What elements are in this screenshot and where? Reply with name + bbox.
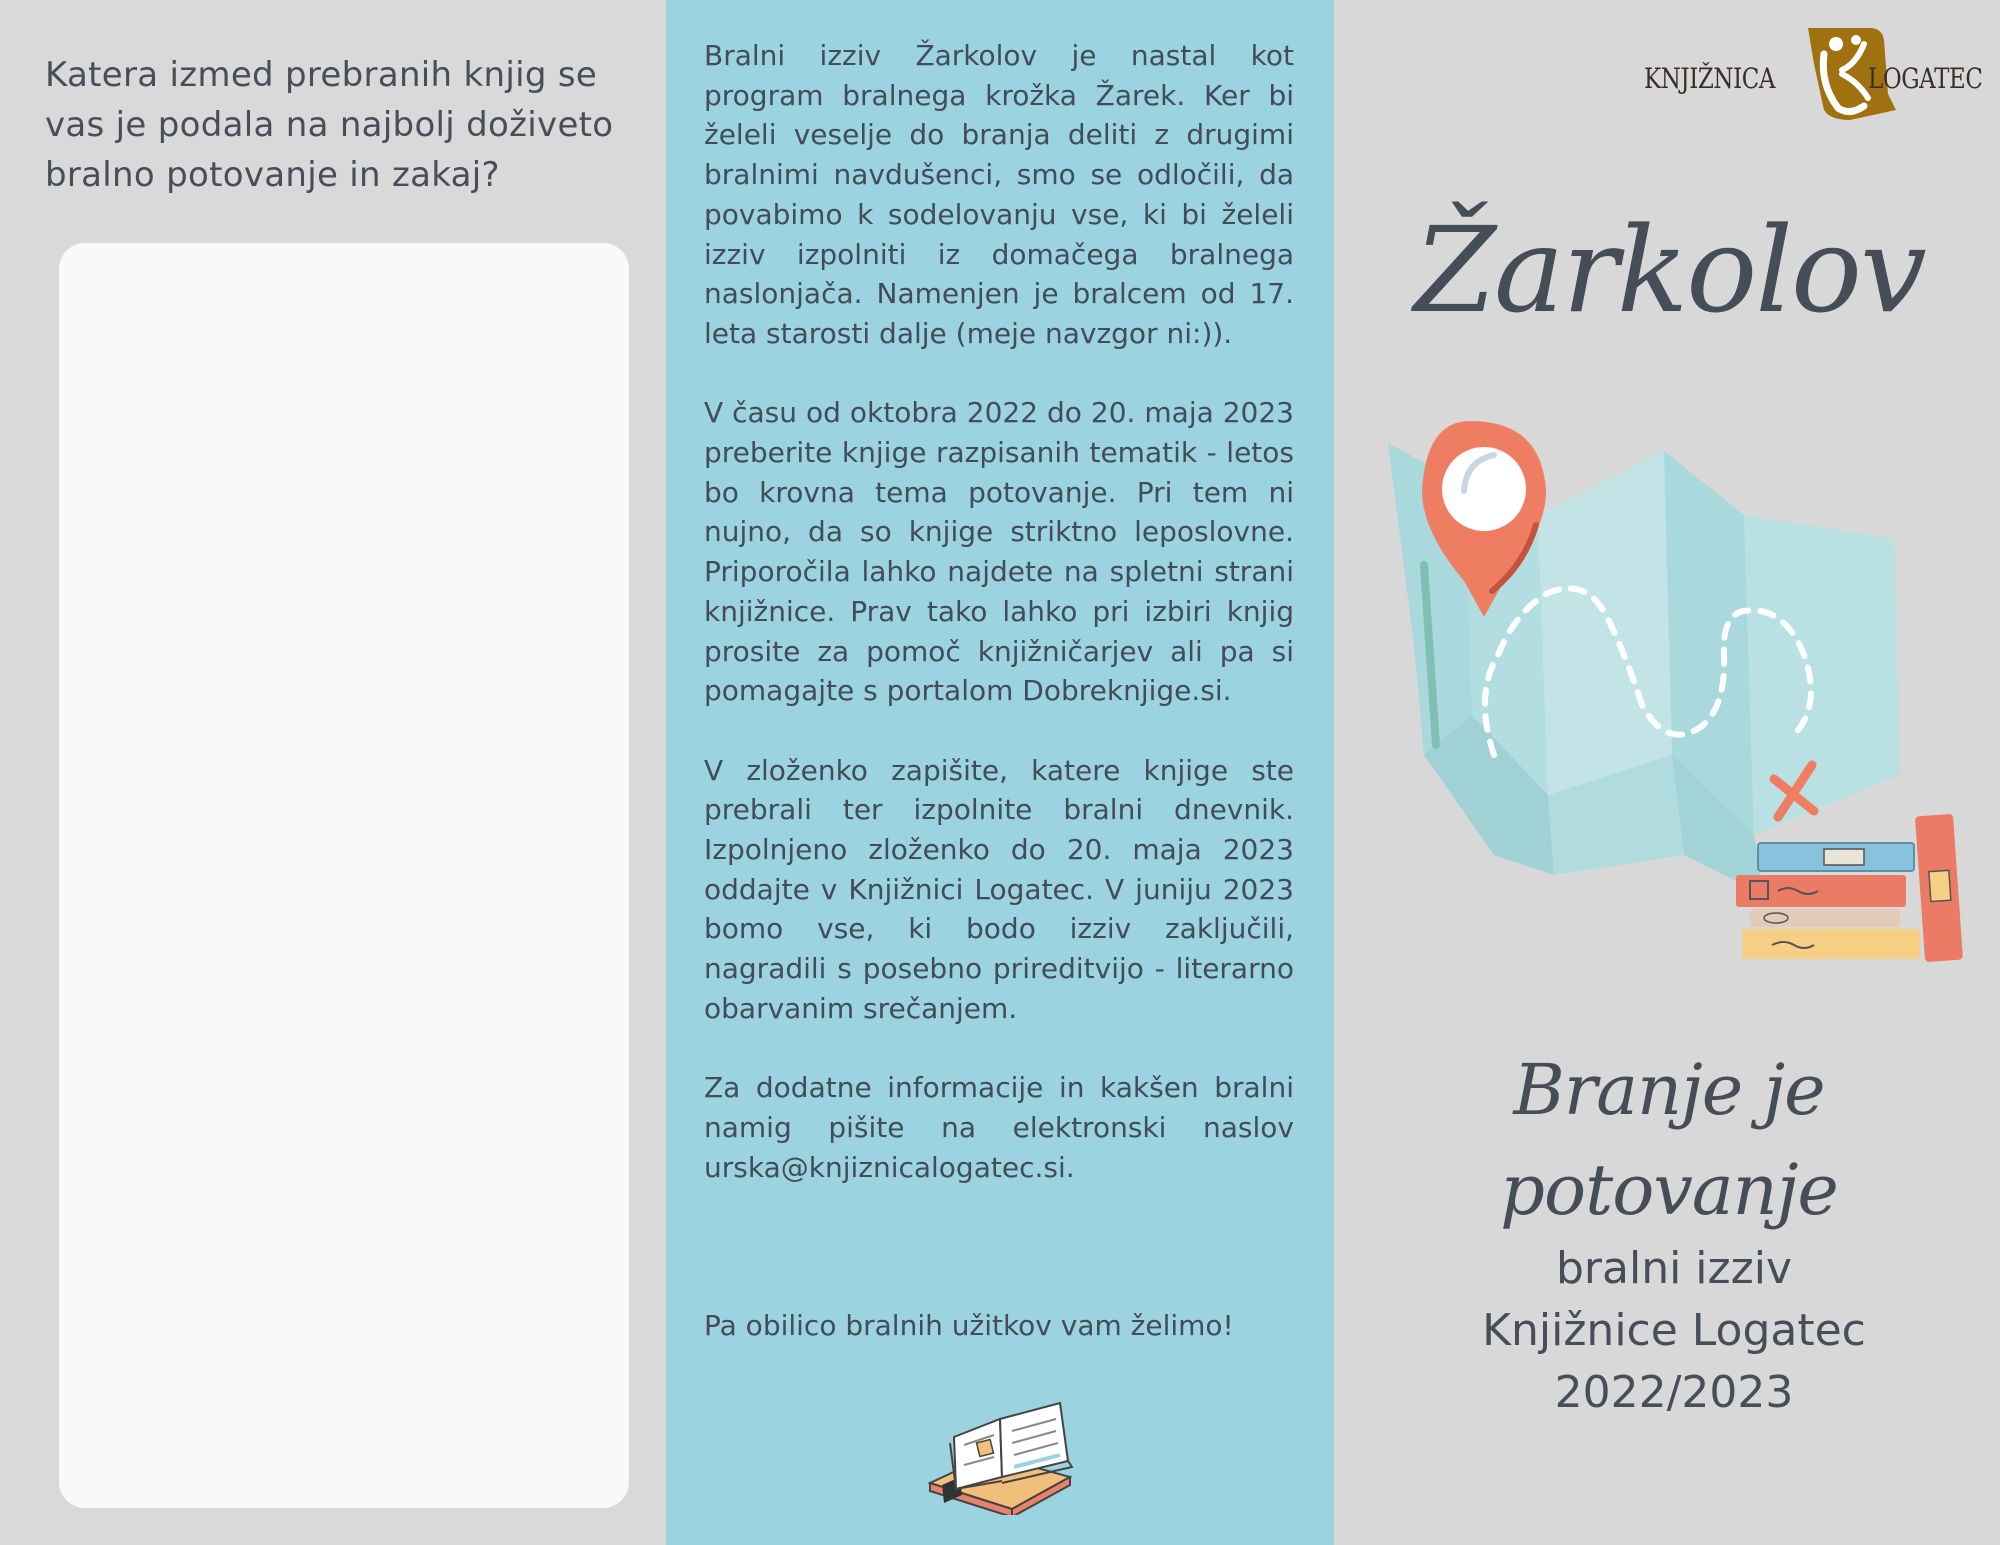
rules-paragraph: V času od oktobra 2022 do 20. maja 2023 preberite knjige razpisanih tematik - letos bo krovna tema potovanje. Pri tem ni nujno, da so knjige striktno leposlovne. Priporočila lahko najdete na spletni strani knjižnice. Prav tako lahko pri izbiri knjig prosite za pomoč knjižničarjev ali pa si pomagajte s portalom Dobreknjige.si.	[704, 396, 1294, 708]
challenge-label: bralni izziv	[1556, 1243, 1792, 1294]
answer-writing-box[interactable]	[59, 243, 629, 1508]
challenge-info	[1394, 1238, 1954, 1424]
closing-wish: Pa obilico bralnih užitkov vam želimo!	[704, 1309, 1234, 1342]
right-panel	[1334, 0, 2000, 1545]
challenge-title: Žarkolov	[1414, 201, 1925, 339]
logo-text-knjiznica: KNJIŽNICA	[1644, 62, 1776, 95]
library-logo	[1644, 24, 1984, 134]
season-years: 2022/2023	[1554, 1367, 1794, 1418]
travel-map-illustration	[1374, 415, 1994, 975]
challenge-motto: Branje je potovanje	[1500, 1049, 1838, 1231]
info-text-column	[704, 36, 1294, 1342]
left-panel	[0, 0, 666, 1545]
middle-panel	[666, 0, 1334, 1545]
reflection-question: Katera izmed prebranih knjig se vas je podala na najbolj doživeto bralno potovanje in zakaj?	[45, 55, 614, 195]
logo-text-logatec: LOGATEC	[1868, 62, 1983, 95]
library-name: Knjižnice Logatec	[1482, 1305, 1866, 1356]
submission-paragraph: V zloženko zapišite, katere knjige ste prebrali ter izpolnite bralni dnevnik. Izpolnjeno zloženko do 20. maja 2023 oddajte v Knjižnici Logatec. V juniju 2023 bomo vse, ki bodo izziv zaključili, nagradili s posebno prireditvijo - literarno obarvanim srečanjem.	[704, 753, 1294, 1025]
intro-paragraph: Bralni izziv Žarkolov je nastal kot program bralnega krožka Žarek. Ker bi želeli veselje do branja deliti z drugimi bralnimi navdušenci, smo se odločili, da povabimo k sodelovanju vse, ki bi želeli izziv izpolniti iz domačega bralnega naslonjača. Namenjen je bralcem od 17. leta starosti dalje (meje navzgor ni:)).	[704, 39, 1294, 350]
contact-paragraph: Za dodatne informacije in kakšen bralni namig pišite na elektronski naslov urska@knjiznicalogatec.si.	[704, 1071, 1294, 1184]
open-book-icon	[920, 1385, 1080, 1515]
